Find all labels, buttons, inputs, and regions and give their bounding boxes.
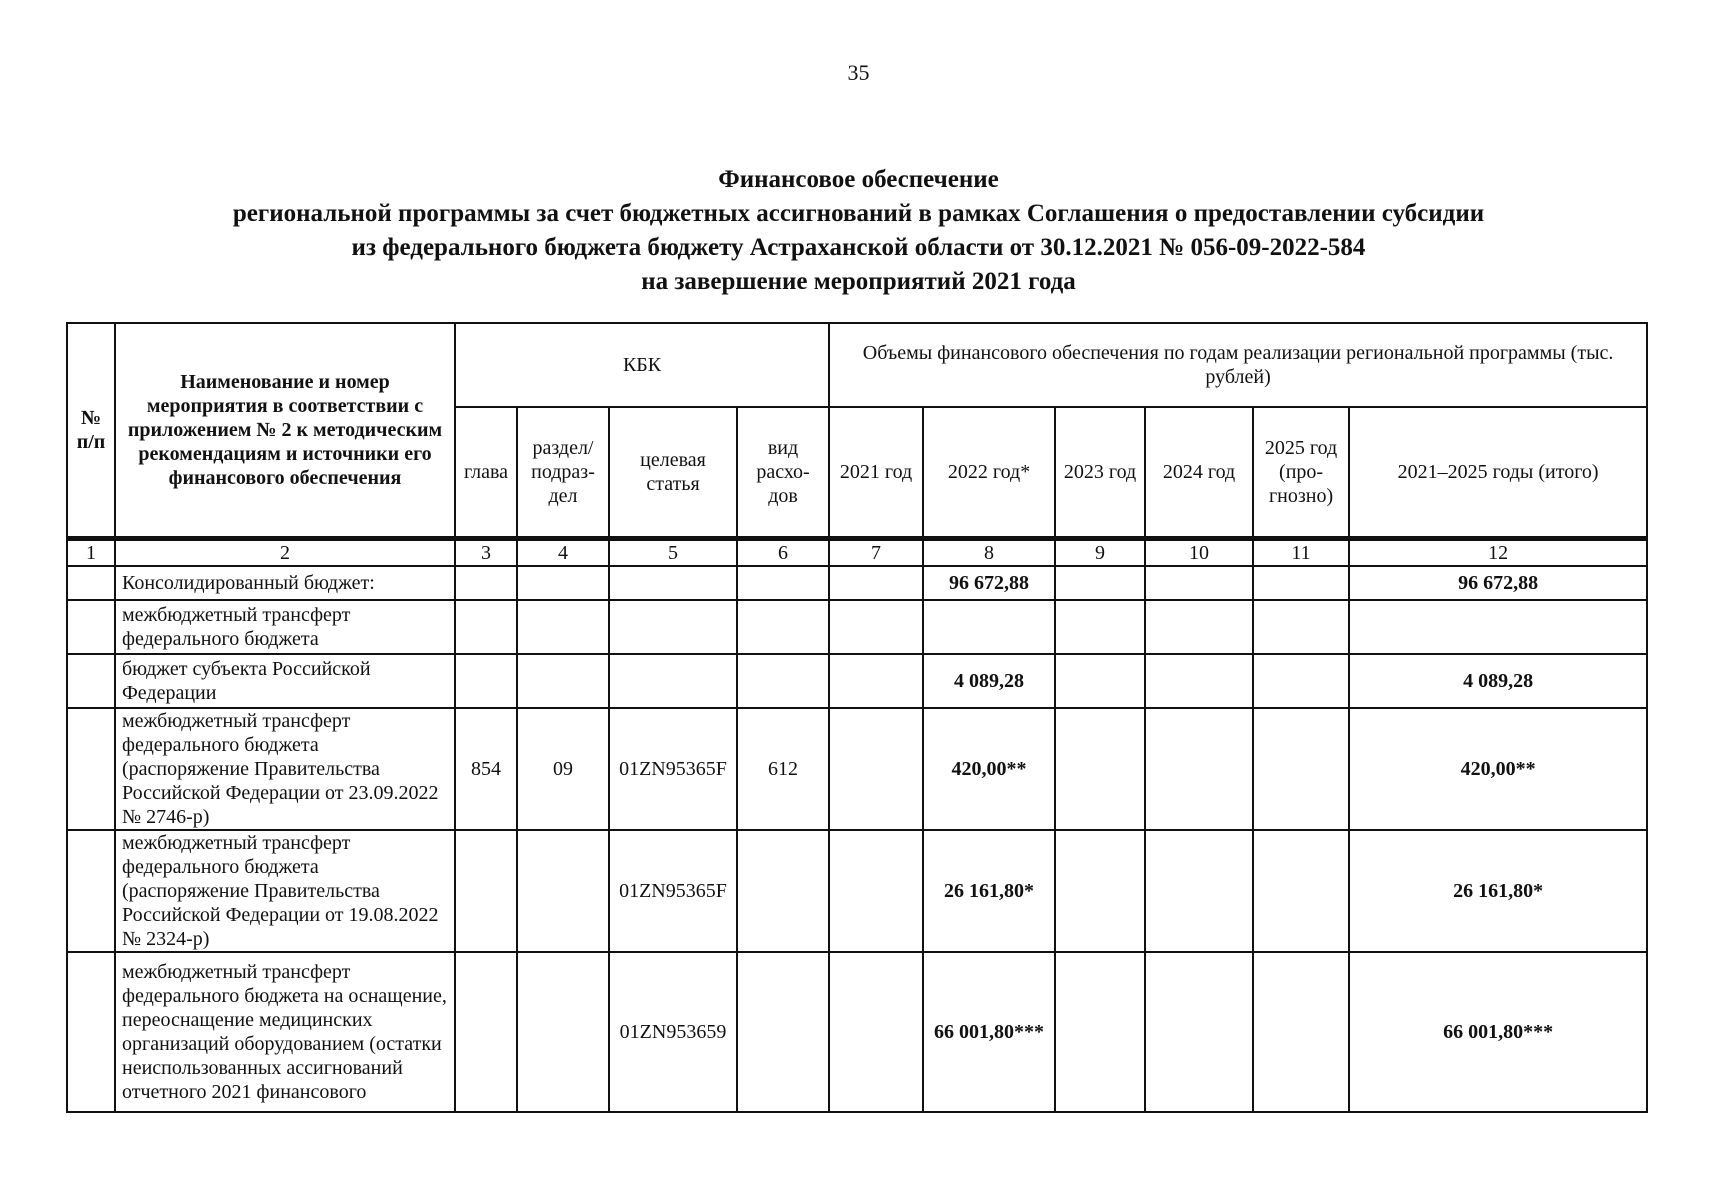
table-row <box>67 566 1647 600</box>
row-total: 420,00** <box>1349 708 1647 830</box>
row-2023 <box>1055 654 1145 708</box>
title-line-1: Финансовое обеспечение <box>718 166 999 193</box>
row-total: 66 001,80*** <box>1349 952 1647 1112</box>
row-2023 <box>1055 708 1145 830</box>
row-2024 <box>1145 952 1253 1112</box>
row-2024 <box>1145 830 1253 952</box>
row-2025 <box>1253 566 1349 600</box>
header-2022: 2022 год* <box>923 407 1055 537</box>
title-line-3: из федерального бюджета бюджету Астраханской области от 30.12.2021 № 056-09-2022-584 <box>351 234 1366 261</box>
row-name: межбюджетный трансферт федерального бюджета на оснащение, переоснащение медицинских организаций оборудованием (остатки неиспользованных ассигнований отчетного 2021 финансового <box>115 952 455 1112</box>
col-number: 11 <box>1253 540 1349 567</box>
header-2021: 2021 год <box>829 407 923 537</box>
header-razdel: раздел/ подраз-дел <box>517 407 609 537</box>
row-2021 <box>829 952 923 1112</box>
header-row-1 <box>67 323 1647 407</box>
financing-table <box>66 322 1648 1113</box>
row-razdel <box>517 952 609 1112</box>
col-number: 2 <box>115 540 455 567</box>
header-celevaya: целевая статья <box>609 407 737 537</box>
row-total: 4 089,28 <box>1349 654 1647 708</box>
row-2023 <box>1055 952 1145 1112</box>
document-title <box>60 163 1657 299</box>
row-num <box>67 566 115 600</box>
row-total <box>1349 600 1647 654</box>
row-name: межбюджетный трансферт федерального бюджета (распоряжение Правительства Российской Федерации от 19.08.2022 № 2324-р) <box>115 830 455 952</box>
row-razdel <box>517 566 609 600</box>
table-row <box>67 952 1647 1112</box>
row-num <box>67 708 115 830</box>
table-row <box>67 600 1647 654</box>
header-2025: 2025 год (про-гнозно) <box>1253 407 1349 537</box>
row-2022 <box>923 600 1055 654</box>
table-row <box>67 708 1647 830</box>
row-num <box>67 654 115 708</box>
row-2025 <box>1253 830 1349 952</box>
row-glava: 854 <box>455 708 517 830</box>
row-2022: 4 089,28 <box>923 654 1055 708</box>
row-2024 <box>1145 708 1253 830</box>
row-vid <box>737 566 829 600</box>
row-2022: 420,00** <box>923 708 1055 830</box>
row-2021 <box>829 830 923 952</box>
row-num <box>67 600 115 654</box>
row-celevaya: 01ZN953659 <box>609 952 737 1112</box>
row-vid <box>737 952 829 1112</box>
row-2025 <box>1253 600 1349 654</box>
title-line-4: на завершение мероприятий 2021 года <box>641 268 1076 295</box>
col-number: 10 <box>1145 540 1253 567</box>
header-2024: 2024 год <box>1145 407 1253 537</box>
header-glava: глава <box>455 407 517 537</box>
table-row <box>67 830 1647 952</box>
row-2024 <box>1145 566 1253 600</box>
row-name: межбюджетный трансферт федерального бюджета <box>115 600 455 654</box>
row-total: 96 672,88 <box>1349 566 1647 600</box>
row-glava <box>455 952 517 1112</box>
col-number: 1 <box>67 540 115 567</box>
row-razdel <box>517 654 609 708</box>
row-name: бюджет субъекта Российской Федерации <box>115 654 455 708</box>
row-2023 <box>1055 830 1145 952</box>
row-2021 <box>829 566 923 600</box>
row-name: Консолидированный бюджет: <box>115 566 455 600</box>
row-2023 <box>1055 566 1145 600</box>
row-num <box>67 952 115 1112</box>
row-glava <box>455 830 517 952</box>
title-line-2: региональной программы за счет бюджетных ассигнований в рамках Соглашения о предоставлении субсидии <box>232 200 1485 227</box>
column-number-row <box>67 540 1647 567</box>
row-razdel: 09 <box>517 708 609 830</box>
table-row <box>67 654 1647 708</box>
col-number: 9 <box>1055 540 1145 567</box>
row-celevaya <box>609 566 737 600</box>
col-number: 6 <box>737 540 829 567</box>
row-glava <box>455 600 517 654</box>
row-2021 <box>829 708 923 830</box>
header-volumes: Объемы финансового обеспечения по годам реализации региональной программы (тыс. рублей) <box>829 323 1647 407</box>
row-vid <box>737 600 829 654</box>
col-number: 5 <box>609 540 737 567</box>
header-name: Наименование и номер мероприятия в соответствии с приложением № 2 к методическим рекомендациям и источники его финансового обеспечения <box>115 323 455 537</box>
row-razdel <box>517 830 609 952</box>
row-glava <box>455 566 517 600</box>
header-total: 2021–2025 годы (итого) <box>1349 407 1647 537</box>
row-2025 <box>1253 708 1349 830</box>
row-2021 <box>829 654 923 708</box>
header-2023: 2023 год <box>1055 407 1145 537</box>
header-num: № п/п <box>67 323 115 537</box>
row-celevaya: 01ZN95365F <box>609 830 737 952</box>
row-2025 <box>1253 654 1349 708</box>
row-razdel <box>517 600 609 654</box>
row-celevaya: 01ZN95365F <box>609 708 737 830</box>
row-2022: 26 161,80* <box>923 830 1055 952</box>
row-2024 <box>1145 654 1253 708</box>
row-num <box>67 830 115 952</box>
row-total: 26 161,80* <box>1349 830 1647 952</box>
page-number: 35 <box>847 60 870 85</box>
row-2022: 96 672,88 <box>923 566 1055 600</box>
col-number: 4 <box>517 540 609 567</box>
header-vid: вид расхо-дов <box>737 407 829 537</box>
row-vid <box>737 654 829 708</box>
row-2025 <box>1253 952 1349 1112</box>
col-number: 8 <box>923 540 1055 567</box>
row-glava <box>455 654 517 708</box>
row-celevaya <box>609 654 737 708</box>
row-vid <box>737 830 829 952</box>
row-celevaya <box>609 600 737 654</box>
row-2023 <box>1055 600 1145 654</box>
row-name: межбюджетный трансферт федерального бюджета (распоряжение Правительства Российской Федерации от 23.09.2022 № 2746-р) <box>115 708 455 830</box>
col-number: 12 <box>1349 540 1647 567</box>
row-vid: 612 <box>737 708 829 830</box>
col-number: 7 <box>829 540 923 567</box>
col-number: 3 <box>455 540 517 567</box>
row-2022: 66 001,80*** <box>923 952 1055 1112</box>
row-2024 <box>1145 600 1253 654</box>
row-2021 <box>829 600 923 654</box>
header-kbk: КБК <box>455 323 829 407</box>
